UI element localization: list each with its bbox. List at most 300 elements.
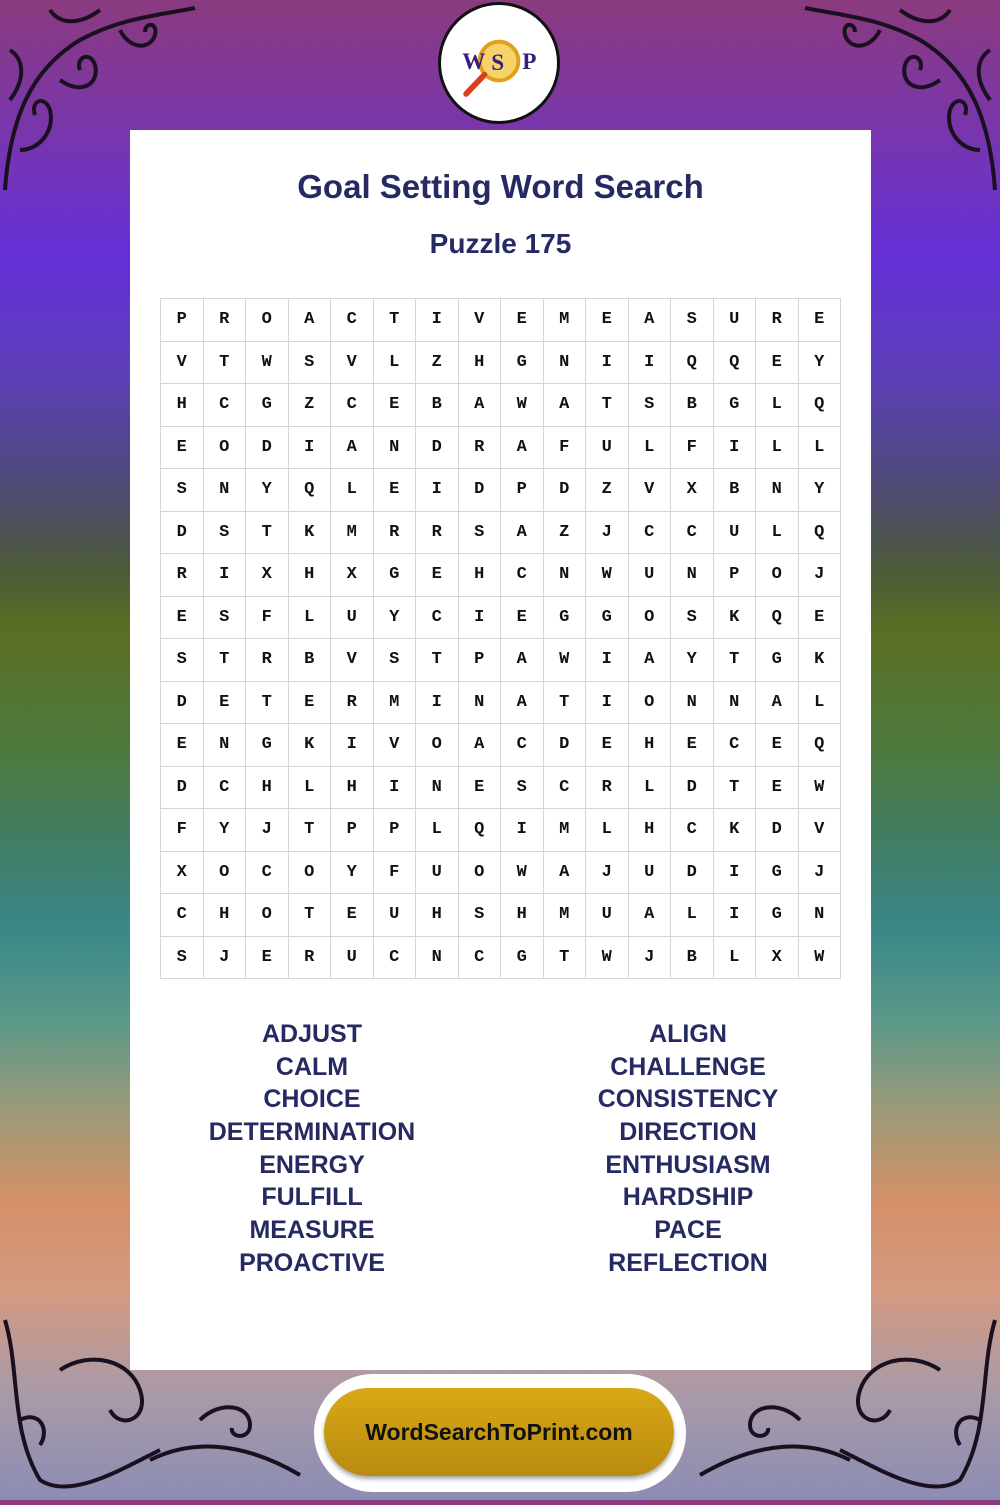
grid-cell[interactable]: H xyxy=(416,894,459,937)
grid-cell[interactable]: O xyxy=(416,724,459,767)
grid-cell[interactable]: P xyxy=(373,809,416,852)
grid-row xyxy=(161,426,841,469)
word-item: FULFILL xyxy=(261,1183,363,1212)
grid-cell[interactable]: E xyxy=(161,426,204,469)
grid-cell[interactable]: C xyxy=(203,384,246,427)
grid-cell[interactable]: L xyxy=(798,681,841,724)
grid-cell[interactable]: L xyxy=(756,426,799,469)
grid-cell[interactable]: J xyxy=(798,554,841,597)
grid-cell[interactable]: C xyxy=(628,511,671,554)
grid-cell[interactable]: I xyxy=(416,681,459,724)
grid-cell[interactable]: E xyxy=(798,596,841,639)
word-item: PROACTIVE xyxy=(239,1248,385,1277)
grid-cell[interactable]: J xyxy=(628,936,671,979)
grid-cell[interactable]: S xyxy=(203,511,246,554)
grid-cell[interactable]: O xyxy=(203,426,246,469)
grid-cell[interactable]: H xyxy=(501,894,544,937)
grid-cell[interactable]: S xyxy=(458,511,501,554)
grid-cell[interactable]: H xyxy=(458,341,501,384)
grid-cell[interactable]: O xyxy=(628,596,671,639)
grid-row xyxy=(161,596,841,639)
grid-cell[interactable]: U xyxy=(373,894,416,937)
grid-cell[interactable]: U xyxy=(586,426,629,469)
grid-cell[interactable]: B xyxy=(416,384,459,427)
grid-cell[interactable]: H xyxy=(628,724,671,767)
grid-row xyxy=(161,341,841,384)
grid-cell[interactable]: J xyxy=(203,936,246,979)
grid-cell[interactable]: S xyxy=(161,639,204,682)
grid-cell[interactable]: C xyxy=(203,766,246,809)
grid-cell[interactable]: K xyxy=(713,596,756,639)
grid-cell[interactable]: C xyxy=(246,851,289,894)
grid-cell[interactable]: Q xyxy=(671,341,714,384)
grid-cell[interactable]: E xyxy=(501,299,544,342)
grid-cell[interactable]: U xyxy=(331,936,374,979)
puzzle-number: Puzzle 175 xyxy=(429,228,572,259)
grid-cell[interactable]: Y xyxy=(798,469,841,512)
grid-row xyxy=(161,511,841,554)
grid-cell[interactable]: R xyxy=(161,554,204,597)
letter-grid xyxy=(160,298,841,979)
grid-cell[interactable]: T xyxy=(288,894,331,937)
grid-cell[interactable]: J xyxy=(586,851,629,894)
word-item: CHALLENGE xyxy=(610,1052,766,1081)
grid-cell[interactable]: J xyxy=(798,851,841,894)
grid-cell[interactable]: T xyxy=(373,299,416,342)
grid-cell[interactable]: I xyxy=(586,341,629,384)
grid-cell[interactable]: E xyxy=(586,724,629,767)
grid-cell[interactable]: Q xyxy=(713,341,756,384)
grid-cell[interactable]: N xyxy=(203,724,246,767)
grid-cell[interactable]: D xyxy=(416,426,459,469)
grid-cell[interactable]: I xyxy=(586,681,629,724)
grid-cell[interactable]: G xyxy=(713,384,756,427)
grid-cell[interactable]: D xyxy=(458,469,501,512)
grid-cell[interactable]: R xyxy=(416,511,459,554)
grid-cell[interactable]: B xyxy=(713,469,756,512)
grid-cell[interactable]: T xyxy=(246,681,289,724)
grid-cell[interactable]: W xyxy=(586,936,629,979)
grid-cell[interactable]: N xyxy=(798,894,841,937)
grid-cell[interactable]: Z xyxy=(586,469,629,512)
grid-cell[interactable]: M xyxy=(543,894,586,937)
grid-cell[interactable]: X xyxy=(161,851,204,894)
grid-cell[interactable]: D xyxy=(756,809,799,852)
grid-cell[interactable]: I xyxy=(288,426,331,469)
grid-cell[interactable]: C xyxy=(331,299,374,342)
puzzle-card xyxy=(130,130,871,1370)
word-item: ADJUST xyxy=(261,1020,362,1048)
grid-cell[interactable]: U xyxy=(628,851,671,894)
grid-cell[interactable]: D xyxy=(543,469,586,512)
grid-cell[interactable]: W xyxy=(246,341,289,384)
grid-cell[interactable]: I xyxy=(586,639,629,682)
grid-cell[interactable]: I xyxy=(713,894,756,937)
grid-cell[interactable]: G xyxy=(501,341,544,384)
grid-cell[interactable]: E xyxy=(373,469,416,512)
grid-cell[interactable]: S xyxy=(501,766,544,809)
grid-cell[interactable]: N xyxy=(203,469,246,512)
grid-cell[interactable]: L xyxy=(713,936,756,979)
grid-cell[interactable]: W xyxy=(798,936,841,979)
grid-cell[interactable]: E xyxy=(331,894,374,937)
word-item: CHOICE xyxy=(263,1085,361,1114)
grid-cell[interactable]: A xyxy=(628,639,671,682)
grid-cell[interactable]: U xyxy=(416,851,459,894)
grid-cell[interactable]: I xyxy=(628,341,671,384)
grid-cell[interactable]: R xyxy=(373,511,416,554)
grid-cell[interactable]: C xyxy=(458,936,501,979)
grid-cell[interactable]: F xyxy=(543,426,586,469)
grid-cell[interactable]: L xyxy=(288,766,331,809)
grid-cell[interactable]: T xyxy=(543,936,586,979)
grid-cell[interactable]: H xyxy=(628,809,671,852)
grid-cell[interactable]: Y xyxy=(373,596,416,639)
grid-cell[interactable]: D xyxy=(543,724,586,767)
grid-cell[interactable]: F xyxy=(671,426,714,469)
grid-cell[interactable]: K xyxy=(288,724,331,767)
grid-cell[interactable]: V xyxy=(331,639,374,682)
word-item: ALIGN xyxy=(649,1020,727,1048)
grid-cell[interactable]: I xyxy=(713,851,756,894)
grid-cell[interactable]: A xyxy=(288,299,331,342)
grid-cell[interactable]: X xyxy=(246,554,289,597)
grid-cell[interactable]: T xyxy=(713,766,756,809)
logo-letter-p: P xyxy=(522,48,537,75)
grid-cell[interactable]: S xyxy=(458,894,501,937)
grid-cell[interactable]: E xyxy=(373,384,416,427)
grid-cell[interactable]: U xyxy=(331,596,374,639)
grid-cell[interactable]: Y xyxy=(203,809,246,852)
word-item: DIRECTION xyxy=(619,1118,757,1147)
grid-cell[interactable]: M xyxy=(373,681,416,724)
grid-cell[interactable]: F xyxy=(161,809,204,852)
grid-cell[interactable]: I xyxy=(416,469,459,512)
logo-letter-w: W xyxy=(462,48,486,75)
grid-cell[interactable]: L xyxy=(756,511,799,554)
grid-cell[interactable]: D xyxy=(161,511,204,554)
grid-cell[interactable]: H xyxy=(246,766,289,809)
grid-cell[interactable]: L xyxy=(416,809,459,852)
grid-cell[interactable]: N xyxy=(543,554,586,597)
grid-cell[interactable]: F xyxy=(246,596,289,639)
word-item: HARDSHIP xyxy=(622,1183,754,1212)
grid-cell[interactable]: P xyxy=(458,639,501,682)
word-item: ENTHUSIASM xyxy=(605,1150,771,1179)
grid-cell[interactable]: T xyxy=(713,639,756,682)
grid-cell[interactable]: E xyxy=(161,724,204,767)
grid-cell[interactable]: L xyxy=(331,469,374,512)
grid-cell[interactable]: E xyxy=(458,766,501,809)
grid-cell[interactable]: A xyxy=(458,384,501,427)
grid-cell[interactable]: A xyxy=(543,851,586,894)
grid-row xyxy=(161,554,841,597)
grid-cell[interactable]: G xyxy=(501,936,544,979)
grid-cell[interactable]: P xyxy=(501,469,544,512)
grid-cell[interactable]: T xyxy=(543,681,586,724)
word-item: ENERGY xyxy=(259,1150,365,1179)
grid-cell[interactable]: V xyxy=(161,341,204,384)
grid-cell[interactable]: Y xyxy=(798,341,841,384)
grid-cell[interactable]: L xyxy=(671,894,714,937)
grid-cell[interactable]: N xyxy=(458,681,501,724)
grid-cell[interactable]: X xyxy=(671,469,714,512)
grid-cell[interactable]: Y xyxy=(331,851,374,894)
grid-cell[interactable]: D xyxy=(161,766,204,809)
grid-cell[interactable]: L xyxy=(586,809,629,852)
grid-cell[interactable]: G xyxy=(586,596,629,639)
grid-cell[interactable]: U xyxy=(628,554,671,597)
grid-cell[interactable]: H xyxy=(458,554,501,597)
grid-cell[interactable]: I xyxy=(416,299,459,342)
grid-row xyxy=(161,766,841,809)
grid-cell[interactable]: W xyxy=(798,766,841,809)
grid-cell[interactable]: M xyxy=(331,511,374,554)
grid-cell[interactable]: A xyxy=(628,299,671,342)
grid-cell[interactable]: N xyxy=(416,766,459,809)
grid-cell[interactable]: L xyxy=(373,341,416,384)
grid-cell[interactable]: D xyxy=(246,426,289,469)
grid-cell[interactable]: A xyxy=(501,681,544,724)
grid-cell[interactable]: R xyxy=(586,766,629,809)
grid-cell[interactable]: G xyxy=(373,554,416,597)
grid-cell[interactable]: E xyxy=(288,681,331,724)
footer-pill xyxy=(314,1374,686,1492)
grid-cell[interactable]: R xyxy=(246,639,289,682)
grid-cell[interactable]: O xyxy=(628,681,671,724)
grid-cell[interactable]: A xyxy=(501,639,544,682)
grid-cell[interactable]: R xyxy=(331,681,374,724)
grid-cell[interactable]: C xyxy=(543,766,586,809)
grid-cell[interactable]: Q xyxy=(756,596,799,639)
grid-cell[interactable]: O xyxy=(458,851,501,894)
grid-cell[interactable]: O xyxy=(756,554,799,597)
grid-cell[interactable]: G xyxy=(756,639,799,682)
grid-cell[interactable]: T xyxy=(203,341,246,384)
grid-cell[interactable]: U xyxy=(586,894,629,937)
grid-cell[interactable]: T xyxy=(288,809,331,852)
grid-cell[interactable]: E xyxy=(501,596,544,639)
grid-cell[interactable]: D xyxy=(671,851,714,894)
grid-cell[interactable]: T xyxy=(416,639,459,682)
site-link[interactable]: WordSearchToPrint.com xyxy=(324,1388,674,1476)
grid-cell[interactable]: J xyxy=(586,511,629,554)
grid-cell[interactable]: H xyxy=(288,554,331,597)
grid-cell[interactable]: B xyxy=(288,639,331,682)
grid-cell[interactable]: K xyxy=(288,511,331,554)
grid-cell[interactable]: W xyxy=(501,384,544,427)
grid-cell[interactable]: R xyxy=(288,936,331,979)
grid-cell[interactable]: Q xyxy=(798,384,841,427)
grid-cell[interactable]: E xyxy=(798,299,841,342)
grid-cell[interactable]: E xyxy=(416,554,459,597)
grid-cell[interactable]: I xyxy=(501,809,544,852)
grid-cell[interactable]: G xyxy=(246,384,289,427)
grid-cell[interactable]: Q xyxy=(798,724,841,767)
grid-row xyxy=(161,639,841,682)
grid-cell[interactable]: E xyxy=(756,341,799,384)
grid-cell[interactable]: H xyxy=(331,766,374,809)
grid-row xyxy=(161,384,841,427)
grid-cell[interactable]: T xyxy=(246,511,289,554)
grid-row xyxy=(161,469,841,512)
grid-row xyxy=(161,851,841,894)
grid-cell[interactable]: S xyxy=(671,299,714,342)
grid-cell[interactable]: I xyxy=(373,766,416,809)
grid-cell[interactable]: I xyxy=(331,724,374,767)
grid-cell[interactable]: T xyxy=(586,384,629,427)
grid-cell[interactable]: Z xyxy=(543,511,586,554)
grid-cell[interactable]: P xyxy=(713,554,756,597)
grid-cell[interactable]: I xyxy=(713,426,756,469)
grid-cell[interactable]: O xyxy=(246,299,289,342)
grid-cell[interactable]: E xyxy=(756,724,799,767)
grid-row xyxy=(161,936,841,979)
word-list-left xyxy=(162,1018,462,1280)
word-item: REFLECTION xyxy=(608,1248,768,1277)
grid-cell[interactable]: L xyxy=(628,426,671,469)
grid-cell[interactable]: N xyxy=(713,681,756,724)
grid-cell[interactable]: I xyxy=(203,554,246,597)
grid-cell[interactable]: S xyxy=(671,596,714,639)
grid-cell[interactable]: L xyxy=(798,426,841,469)
word-list-right xyxy=(538,1018,838,1280)
grid-cell[interactable]: C xyxy=(671,809,714,852)
grid-cell[interactable]: A xyxy=(628,894,671,937)
grid-row xyxy=(161,894,841,937)
grid-cell[interactable]: C xyxy=(373,936,416,979)
grid-cell[interactable]: S xyxy=(373,639,416,682)
wsp-logo[interactable] xyxy=(438,2,560,124)
grid-cell[interactable]: R xyxy=(458,426,501,469)
grid-cell[interactable]: I xyxy=(458,596,501,639)
grid-cell[interactable]: J xyxy=(246,809,289,852)
grid-cell[interactable]: R xyxy=(203,299,246,342)
grid-cell[interactable]: W xyxy=(501,851,544,894)
grid-cell[interactable]: E xyxy=(756,766,799,809)
grid-cell[interactable]: G xyxy=(756,894,799,937)
grid-cell[interactable]: N xyxy=(373,426,416,469)
grid-cell[interactable]: B xyxy=(671,936,714,979)
grid-cell[interactable]: W xyxy=(586,554,629,597)
grid-cell[interactable]: V xyxy=(628,469,671,512)
grid-cell[interactable]: C xyxy=(501,724,544,767)
grid-cell[interactable]: W xyxy=(543,639,586,682)
word-item: MEASURE xyxy=(249,1216,375,1245)
grid-cell[interactable]: N xyxy=(671,681,714,724)
grid-cell[interactable]: L xyxy=(628,766,671,809)
grid-cell[interactable]: S xyxy=(203,596,246,639)
grid-cell[interactable]: F xyxy=(373,851,416,894)
grid-cell[interactable]: R xyxy=(756,299,799,342)
grid-cell[interactable]: N xyxy=(416,936,459,979)
grid-cell[interactable]: T xyxy=(203,639,246,682)
grid-cell[interactable]: D xyxy=(161,681,204,724)
grid-cell[interactable]: N xyxy=(543,341,586,384)
grid-cell[interactable]: B xyxy=(671,384,714,427)
grid-cell[interactable]: E xyxy=(161,596,204,639)
grid-cell[interactable]: V xyxy=(331,341,374,384)
grid-cell[interactable]: N xyxy=(671,554,714,597)
grid-row xyxy=(161,681,841,724)
grid-cell[interactable]: Y xyxy=(671,639,714,682)
grid-cell[interactable]: C xyxy=(671,511,714,554)
grid-cell[interactable]: V xyxy=(798,809,841,852)
grid-cell[interactable]: P xyxy=(161,299,204,342)
word-item: DETERMINATION xyxy=(208,1118,416,1147)
grid-cell[interactable]: L xyxy=(756,384,799,427)
grid-cell[interactable]: G xyxy=(543,596,586,639)
grid-cell[interactable]: O xyxy=(288,851,331,894)
grid-cell[interactable]: O xyxy=(203,851,246,894)
logo-letter-s: S xyxy=(491,49,505,76)
grid-cell[interactable]: V xyxy=(458,299,501,342)
grid-cell[interactable]: E xyxy=(203,681,246,724)
grid-cell[interactable]: S xyxy=(161,469,204,512)
grid-cell[interactable]: O xyxy=(246,894,289,937)
grid-cell[interactable]: K xyxy=(798,639,841,682)
grid-cell[interactable]: Z xyxy=(416,341,459,384)
grid-cell[interactable]: A xyxy=(331,426,374,469)
grid-cell[interactable]: L xyxy=(288,596,331,639)
grid-cell[interactable]: E xyxy=(246,936,289,979)
grid-cell[interactable]: H xyxy=(161,384,204,427)
grid-cell[interactable]: Y xyxy=(246,469,289,512)
grid-cell[interactable]: Z xyxy=(288,384,331,427)
grid-cell[interactable]: C xyxy=(713,724,756,767)
grid-cell[interactable]: S xyxy=(628,384,671,427)
grid-cell[interactable]: Q xyxy=(458,809,501,852)
grid-cell[interactable]: A xyxy=(543,384,586,427)
grid-cell[interactable]: A xyxy=(756,681,799,724)
grid-cell[interactable]: X xyxy=(331,554,374,597)
grid-cell[interactable]: E xyxy=(671,724,714,767)
grid-cell[interactable]: M xyxy=(543,299,586,342)
page-title: Goal Setting Word Search xyxy=(297,168,704,205)
magnifier-icon xyxy=(466,75,484,94)
grid-cell[interactable]: P xyxy=(331,809,374,852)
grid-row xyxy=(161,724,841,767)
grid-cell[interactable]: C xyxy=(331,384,374,427)
grid-cell[interactable]: G xyxy=(246,724,289,767)
grid-cell[interactable]: E xyxy=(586,299,629,342)
grid-cell[interactable]: S xyxy=(288,341,331,384)
grid-cell[interactable]: S xyxy=(161,936,204,979)
grid-cell[interactable]: M xyxy=(543,809,586,852)
grid-cell[interactable]: U xyxy=(713,511,756,554)
grid-cell[interactable]: D xyxy=(671,766,714,809)
grid-cell[interactable]: A xyxy=(501,511,544,554)
grid-cell[interactable]: C xyxy=(161,894,204,937)
grid-cell[interactable]: A xyxy=(501,426,544,469)
grid-cell[interactable]: C xyxy=(416,596,459,639)
grid-cell[interactable]: Q xyxy=(798,511,841,554)
grid-cell[interactable]: X xyxy=(756,936,799,979)
grid-cell[interactable]: A xyxy=(458,724,501,767)
grid-cell[interactable]: V xyxy=(373,724,416,767)
grid-cell[interactable]: C xyxy=(501,554,544,597)
grid-cell[interactable]: G xyxy=(756,851,799,894)
grid-row xyxy=(161,809,841,852)
grid-cell[interactable]: K xyxy=(713,809,756,852)
word-item: CONSISTENCY xyxy=(597,1085,779,1114)
grid-row xyxy=(161,299,841,342)
grid-cell[interactable]: U xyxy=(713,299,756,342)
grid-cell[interactable]: H xyxy=(203,894,246,937)
grid-cell[interactable]: Q xyxy=(288,469,331,512)
word-item: CALM xyxy=(275,1052,349,1081)
grid-cell[interactable]: N xyxy=(756,469,799,512)
